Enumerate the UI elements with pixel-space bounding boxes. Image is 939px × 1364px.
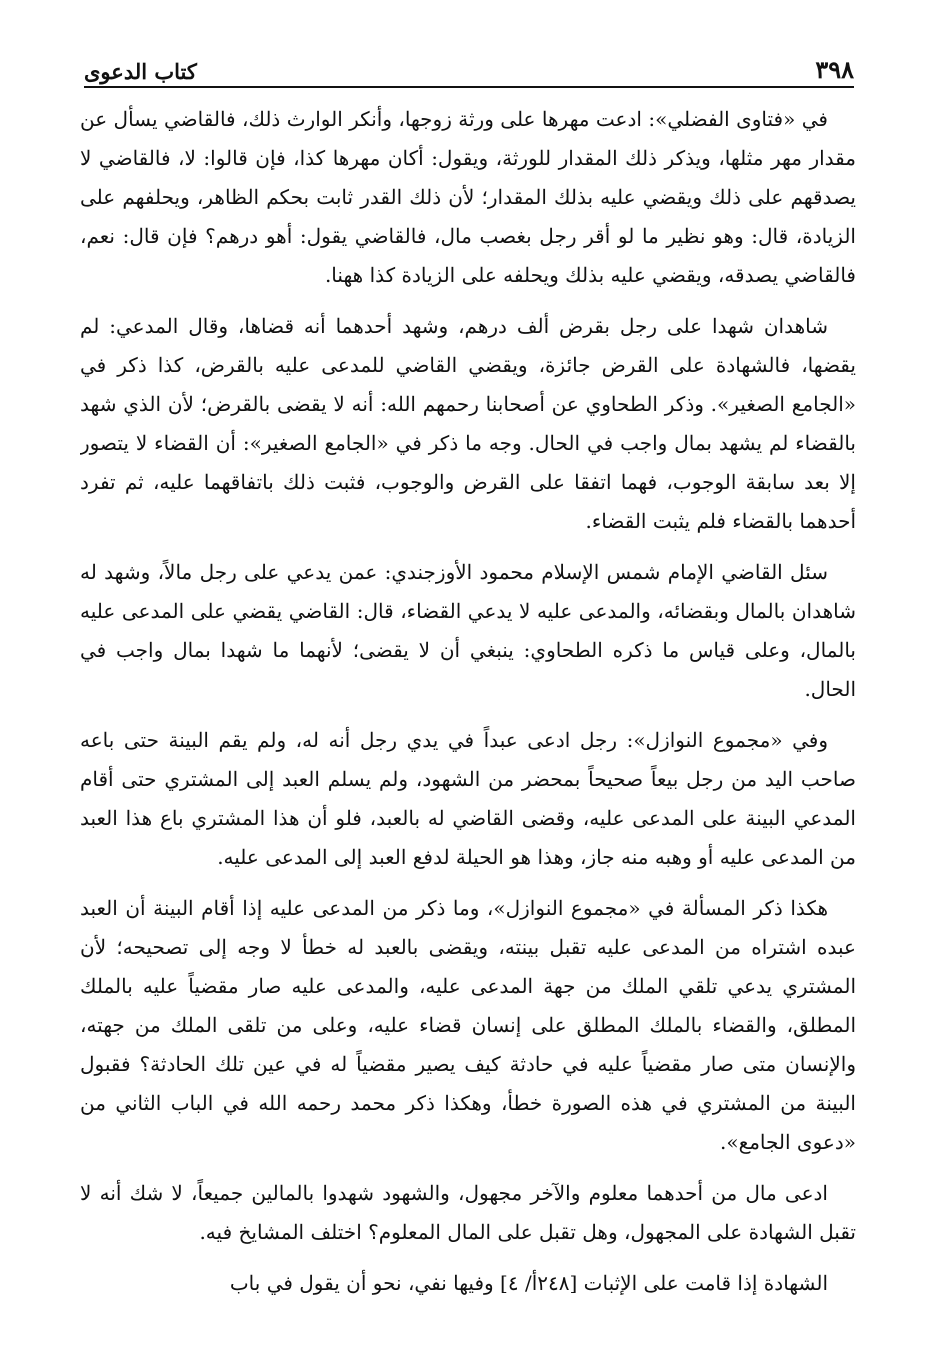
paragraph-critique: هكذا ذكر المسألة في «مجموع النوازل»، وما ذكر من المدعى عليه إذا أقام البينة أن العبد عبده اشتراه من المدعى عليه تقبل بينته، ويقضى بالعبد له خطأ لا وجه إلى تصحيحه؛ لأن المشتري يدعي تلقي الملك من جهة المدعى عليه، والمدعى عليه صار مقضياً عليه بالملك المطلق، والقضاء بالملك المطلق على إنسان قضاء عليه، وعلى من تلقى الملك من جهته، والإنسان متى صار مقضياً عليه في حادثة كيف يصير مقضياً له في عين تلك الحادثة؟ فقبول البينة من المشتري في هذه الصورة خطأ، وهكذا ذكر محمد رحمه الله في الباب الثاني من «دعوى الجامع». (80, 896, 856, 1154)
page-header (84, 38, 854, 88)
paragraph-fatawa-fadli: في «فتاوى الفضلي»: ادعت مهرها على ورثة زوجها، وأنكر الوارث ذلك، فالقاضي يسأل عن مقدار مهر مثلها، ويذكر ذلك المقدار للورثة، ويقول: أكان مهرها كذا، فإن قالوا: لا، فالقاضي لا يصدقهم على ذلك ويقضي عليه بذلك المقدار؛ لأن ذلك القدر ثابت بحكم الظاهر، ويحلفهم على الزيادة، قال: وهو نظير ما لو أقر رجل بغصب مال، فالقاضي يقول: أهو درهم؟ فإن قال: نعم، فالقاضي يصدقه، ويقضي عليه بذلك ويحلفه على الزيادة كذا ههنا. (80, 107, 856, 287)
body-text (80, 100, 856, 1355)
paragraph-awzajandi-question: سئل القاضي الإمام شمس الإسلام محمود الأوزجندي: عمن يدعي على رجل مالاً، وشهد له شاهدان بالمال وبقضائه، والمدعى عليه لا يدعي القضاء، قال: القاضي يقضي على المدعى عليه بالمال، وعلى قياس ما ذكره الطحاوي: ينبغي أن لا يقضى؛ لأنهما ما شهدا بمال واجب في الحال. (80, 560, 856, 701)
paragraph-known-unknown-property: ادعى مال من أحدهما معلوم والآخر مجهول، والشهود شهدوا بالمالين جميعاً، لا شك أنه لا تقبل الشهادة على المجهول، وهل تقبل على المال المعلوم؟ اختلف المشايخ فيه. (80, 1181, 856, 1244)
running-title: كتاب الدعوى (84, 59, 197, 84)
paragraph-two-witnesses-loan: شاهدان شهدا على رجل بقرض ألف درهم، وشهد أحدهما أنه قضاها، وقال المدعي: لم يقضها، فالشهادة على القرض جائزة، ويقضي القاضي للمدعى عليه بالقرض، كذا ذكر في «الجامع الصغير». وذكر الطحاوي عن أصحابنا رحمهم الله: أنه لا يقضى بالقرض؛ لأن الذي شهد بالقضاء لم يشهد بمال واجب في الحال. وجه ما ذكر في «الجامع الصغير»: أن القضاء لا يتصور إلا بعد سابقة الوجوب، فهما اتفقا على القرض والوجوب، فثبت ذلك باتفاقهما عليه، ثم تفرد أحدهما بالقضاء فلم يثبت القضاء. (80, 314, 856, 533)
page-number: ٣٩٨ (815, 55, 854, 84)
paragraph-majmu-nawazil: وفي «مجموع النوازل»: رجل ادعى عبداً في يدي رجل أنه له، ولم يقم البينة حتى باعه صاحب اليد من رجل بيعاً صحيحاً بمحضر من الشهود، ولم يسلم العبد إلى المشتري حتى أقام المدعي البينة على المدعى عليه، وقضى القاضي له بالعبد، فلو أن هذا المشتري باع هذا العبد من المدعى عليه أو وهبه منه جاز، وهذا هو الحيلة لدفع العبد إلى المدعى عليه. (80, 728, 856, 869)
paragraph-testimony-affirmation: الشهادة إذا قامت على الإثبات [٢٤٨أ/ ٤] وفيها نفي، نحو أن يقول في باب (229, 1271, 828, 1295)
